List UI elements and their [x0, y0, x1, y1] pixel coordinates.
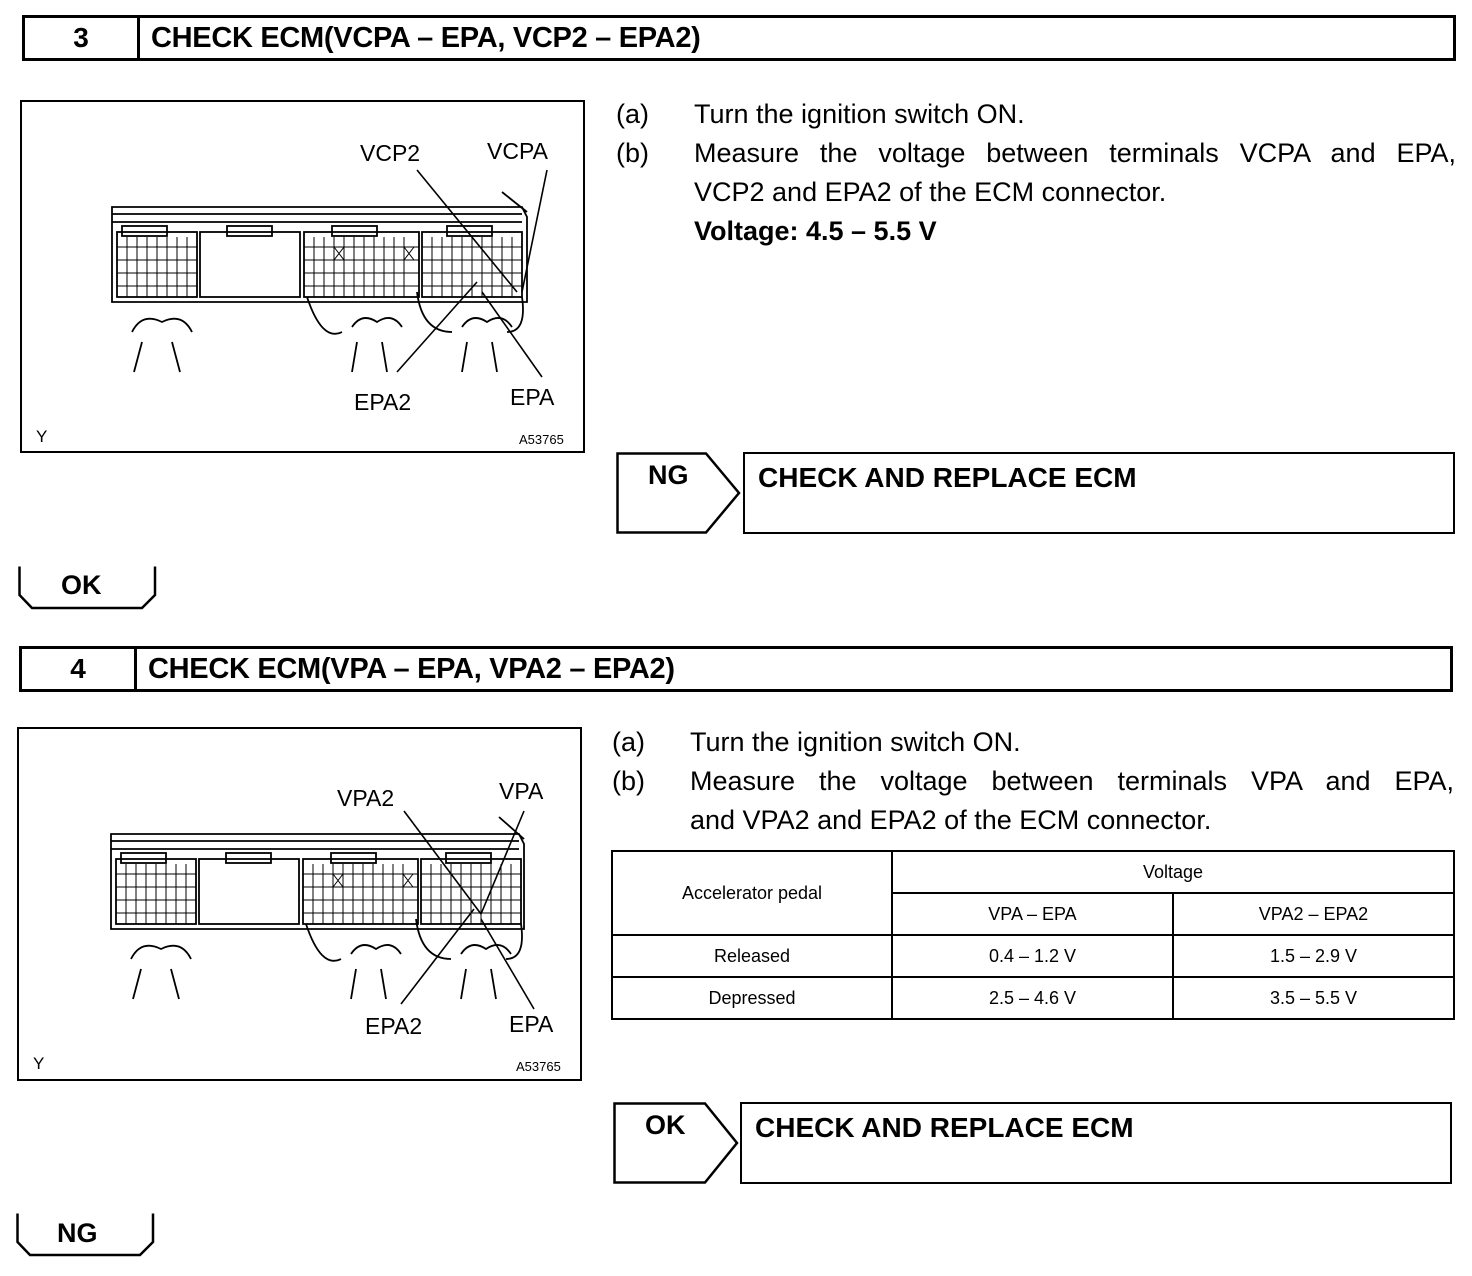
instruction-spec-row [616, 212, 1456, 251]
tag-label: OK [61, 570, 102, 600]
instruction-b-continued [612, 801, 1454, 840]
ecm-connector-figure [17, 727, 582, 1081]
result-action-box [743, 452, 1455, 534]
step-3-instructions [616, 95, 1456, 251]
figure-code: A53765 [516, 1059, 561, 1074]
ok-flow-tag [18, 565, 158, 610]
figure-corner-letter: Y [36, 427, 48, 446]
ok-result-tag [613, 1102, 739, 1184]
result-action-box [740, 1102, 1452, 1184]
instruction-a [616, 95, 1456, 134]
step-4-header [19, 646, 1453, 692]
instruction-text: Measure the voltage between terminals VPA and EPA, [690, 766, 1454, 796]
instruction-indent [612, 801, 690, 840]
column-header-voltage: Voltage [892, 851, 1454, 893]
instruction-mark: (b) [612, 766, 645, 796]
figure-code: A53765 [519, 432, 564, 447]
cell-vpa-epa: 0.4 – 1.2 V [892, 935, 1173, 977]
instruction-indent [616, 173, 694, 212]
tag-label: OK [645, 1110, 686, 1140]
instruction-mark: (b) [616, 138, 649, 168]
step-4-instructions [612, 723, 1454, 840]
cell-pedal: Released [612, 935, 892, 977]
ng-result-tag [616, 452, 741, 534]
step-title: CHECK ECM(VCPA – EPA, VCP2 – EPA2) [151, 21, 701, 54]
result-action-text: CHECK AND REPLACE ECM [755, 1112, 1134, 1143]
instruction-b [612, 762, 1454, 801]
instruction-b-continued [616, 173, 1456, 212]
instruction-text: VCP2 and EPA2 of the ECM connector. [694, 177, 1167, 207]
column-header-pedal: Accelerator pedal [612, 851, 892, 935]
step-number: 3 [25, 18, 140, 58]
figure-corner-letter: Y [33, 1054, 45, 1073]
cell-vpa2-epa2: 1.5 – 2.9 V [1173, 935, 1454, 977]
instruction-indent [616, 212, 694, 251]
terminal-label-epa2: EPA2 [354, 389, 412, 415]
column-header-vpa-epa: VPA – EPA [892, 893, 1173, 935]
instruction-text: Measure the voltage between terminals VCPA and EPA, [694, 138, 1456, 168]
instruction-mark: (a) [612, 727, 645, 757]
instruction-text: Turn the ignition switch ON. [690, 727, 1021, 757]
step-title: CHECK ECM(VPA – EPA, VPA2 – EPA2) [148, 652, 675, 685]
table-row [612, 935, 1454, 977]
ecm-connector-figure [20, 100, 585, 453]
terminal-label-epa2: EPA2 [365, 1013, 423, 1039]
tag-label: NG [57, 1218, 98, 1248]
instruction-text: and VPA2 and EPA2 of the ECM connector. [690, 805, 1212, 835]
cell-vpa2-epa2: 3.5 – 5.5 V [1173, 977, 1454, 1019]
tag-label: NG [648, 460, 689, 490]
instruction-a [612, 723, 1454, 762]
ng-flow-tag [16, 1212, 156, 1257]
terminal-label-vcp2: VCP2 [360, 140, 421, 166]
terminal-label-vcpa: VCPA [487, 138, 548, 164]
table-row [612, 977, 1454, 1019]
instruction-mark: (a) [616, 99, 649, 129]
column-header-vpa2-epa2: VPA2 – EPA2 [1173, 893, 1454, 935]
step-3-header [22, 15, 1456, 61]
instruction-b [616, 134, 1456, 173]
table-header-row [612, 851, 1454, 893]
result-action-text: CHECK AND REPLACE ECM [758, 462, 1137, 493]
terminal-label-epa: EPA [510, 384, 555, 410]
cell-vpa-epa: 2.5 – 4.6 V [892, 977, 1173, 1019]
step-number: 4 [22, 649, 137, 689]
instruction-text: Turn the ignition switch ON. [694, 99, 1025, 129]
terminal-label-vpa: VPA [499, 778, 544, 804]
voltage-spec: Voltage: 4.5 – 5.5 V [694, 216, 937, 246]
terminal-label-epa: EPA [509, 1011, 554, 1037]
cell-pedal: Depressed [612, 977, 892, 1019]
voltage-spec-table [611, 850, 1455, 1020]
terminal-label-vpa2: VPA2 [337, 785, 395, 811]
